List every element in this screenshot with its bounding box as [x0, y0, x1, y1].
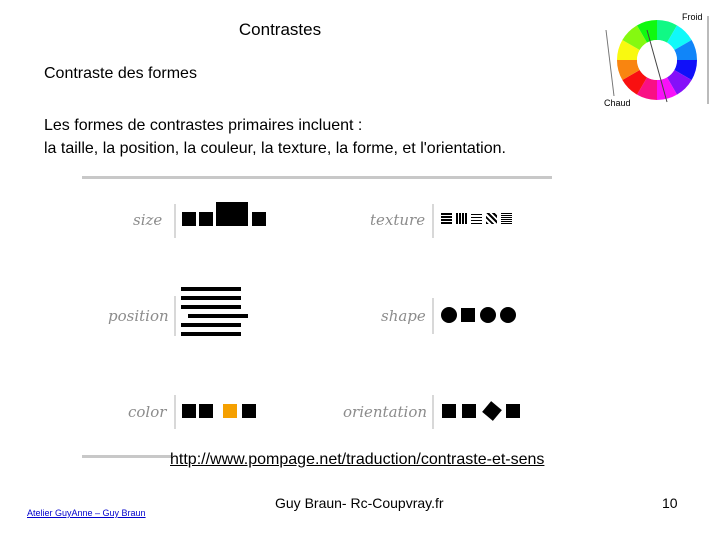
position-example: [181, 287, 256, 345]
orientation-square: [462, 404, 476, 418]
shape-example: [441, 307, 521, 325]
source-link[interactable]: http://www.pompage.net/traduction/contraste-et-sens: [170, 451, 545, 468]
size-square-small: [252, 212, 266, 226]
footer-site: Guy Braun- Rc-Coupvray.fr: [275, 495, 444, 511]
wheel-left-bracket: [606, 30, 614, 96]
texture-label: texture: [370, 211, 426, 229]
shape-circle: [480, 307, 496, 323]
texture-separator: [432, 204, 434, 238]
position-bar: [181, 332, 241, 336]
color-square-black: [199, 404, 213, 418]
size-square-small: [182, 212, 196, 226]
shape-label: shape: [381, 307, 426, 325]
texture-square: [486, 213, 497, 224]
shape-separator: [432, 298, 434, 334]
page-number: 10: [662, 495, 678, 511]
color-square-black: [182, 404, 196, 418]
orientation-square: [506, 404, 520, 418]
color-label: color: [128, 403, 167, 421]
position-separator: [174, 296, 176, 336]
footer-author-link[interactable]: Atelier GuyAnne – Guy Braun: [27, 508, 146, 518]
texture-example: [441, 213, 521, 227]
cold-label: Froid: [682, 12, 703, 22]
size-example: [182, 202, 272, 230]
warm-label: Chaud: [604, 98, 631, 108]
orientation-example: [442, 402, 527, 422]
slide-subtitle: Contraste des formes: [44, 65, 197, 82]
position-bar: [181, 305, 241, 309]
color-wheel-center: [637, 40, 677, 80]
color-separator: [174, 395, 176, 429]
size-separator: [174, 204, 176, 238]
orientation-square-rotated: [482, 401, 502, 421]
position-bar: [181, 323, 241, 327]
position-bar: [181, 287, 241, 291]
size-label: size: [133, 211, 163, 229]
color-square-orange: [223, 404, 237, 418]
body-line-2: la taille, la position, la couleur, la texture, la forme, et l'orientation.: [44, 140, 506, 157]
position-label: position: [108, 307, 169, 325]
size-square-large: [216, 202, 248, 226]
size-square-small: [199, 212, 213, 226]
top-rule: [82, 176, 552, 179]
color-example: [182, 404, 262, 420]
shape-circle: [500, 307, 516, 323]
position-bar-offset: [188, 314, 248, 318]
position-bar: [181, 296, 241, 300]
color-square-black: [242, 404, 256, 418]
orientation-label: orientation: [343, 403, 428, 421]
texture-square: [456, 213, 467, 224]
color-wheel-illustration: [600, 4, 715, 112]
slide-title: Contrastes: [238, 20, 322, 39]
texture-square: [471, 213, 482, 224]
shape-square: [461, 308, 475, 322]
bottom-rule: [82, 455, 172, 458]
texture-square: [441, 213, 452, 224]
orientation-square: [442, 404, 456, 418]
shape-circle: [441, 307, 457, 323]
orientation-separator: [432, 395, 434, 429]
texture-square: [501, 213, 512, 224]
body-line-1: Les formes de contrastes primaires incluent :: [44, 117, 363, 134]
